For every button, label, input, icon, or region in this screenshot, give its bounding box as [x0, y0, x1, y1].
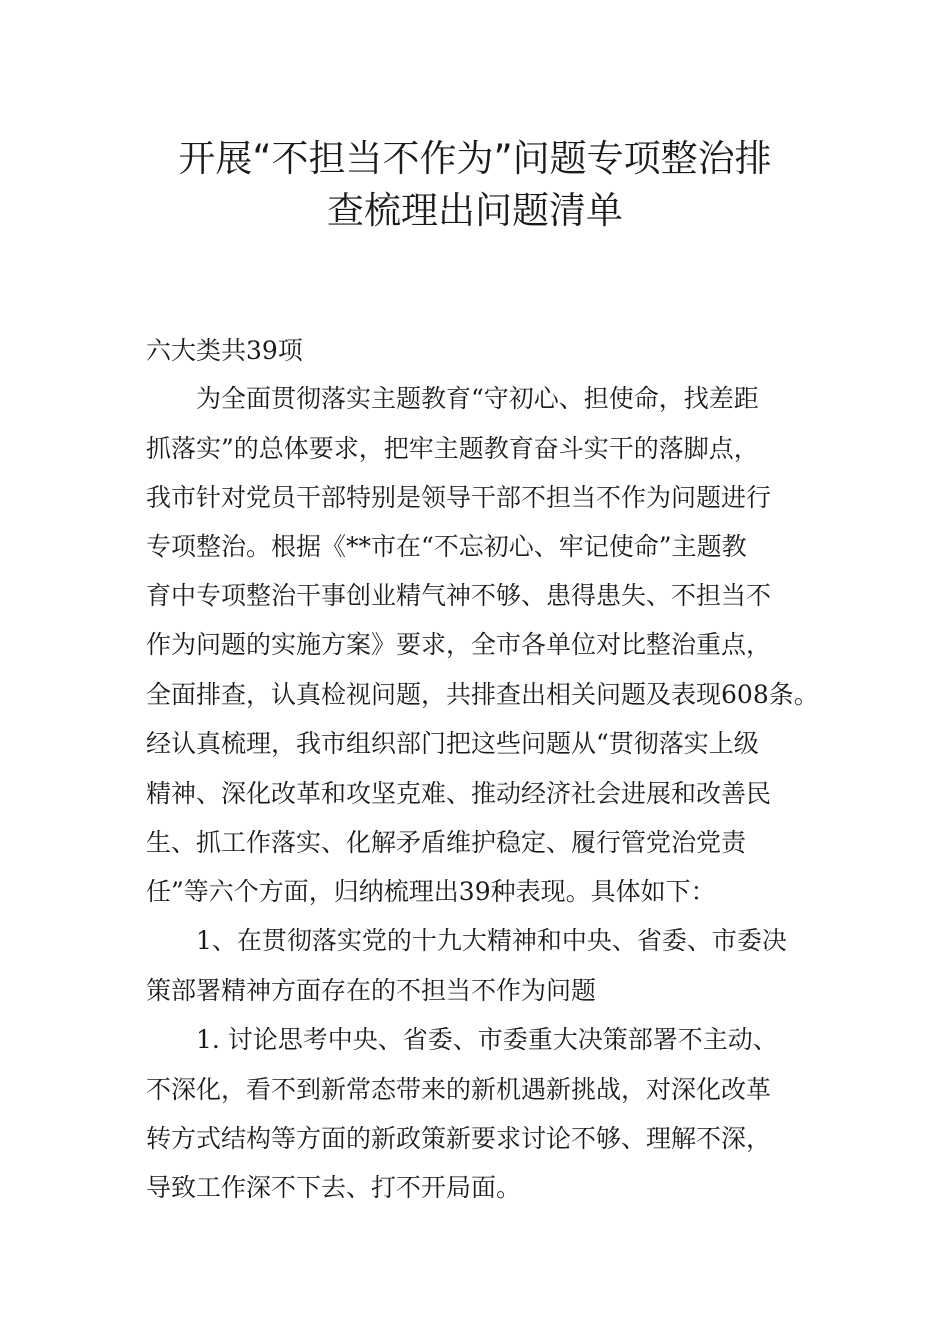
- section-heading-line: 1、在贯彻落实党的十九大精神和中央、省委、市委决: [196, 926, 787, 955]
- item-text-line: 转方式结构等方面的新政策新要求讨论不够、理解不深，: [146, 1124, 772, 1153]
- body-text-line: 专项整治。根据《**市在“不忘初心、牢记使命”主题教: [146, 532, 747, 561]
- body-text-line: 为全面贯彻落实主题教育“守初心、担使命，找差距: [196, 384, 759, 413]
- body-text-line: 生、抓工作落实、化解矛盾维护稳定、履行管党治党责: [146, 828, 747, 857]
- body-text-line: 抓落实”的总体要求，把牢主题教育奋斗实干的落脚点，: [146, 434, 759, 463]
- body-text-line: 我市针对党员干部特别是领导干部不担当不作为问题进行: [146, 483, 772, 512]
- body-text-line: 经认真梳理，我市组织部门把这些问题从“贯彻落实上级: [146, 729, 759, 758]
- document-title-line-2: 查梳理出问题清单: [327, 189, 623, 232]
- section-heading-line: 策部署精神方面存在的不担当不作为问题: [146, 976, 597, 1005]
- body-text-line: 任”等六个方面，归纳梳理出39种表现。具体如下：: [146, 877, 716, 906]
- category-summary: 六大类共39项: [146, 336, 303, 365]
- body-text-line: 作为问题的实施方案》要求，全市各单位对比整治重点，: [146, 630, 772, 659]
- item-text-line: 1. 讨论思考中央、省委、市委重大决策部署不主动、: [196, 1025, 778, 1054]
- item-text-line: 导致工作深不下去、打不开局面。: [146, 1173, 522, 1202]
- body-text-line: 育中专项整治干事创业精气神不够、患得患失、不担当不: [146, 581, 772, 610]
- body-text-line: 精神、深化改革和攻坚克难、推动经济社会进展和改善民: [146, 779, 772, 808]
- document-title-line-1: 开展“不担当不作为”问题专项整治排: [178, 137, 772, 180]
- body-text-line: 全面排查，认真检视问题，共排查出相关问题及表现608条。: [146, 680, 819, 709]
- item-text-line: 不深化，看不到新常态带来的新机遇新挑战，对深化改革: [146, 1075, 772, 1104]
